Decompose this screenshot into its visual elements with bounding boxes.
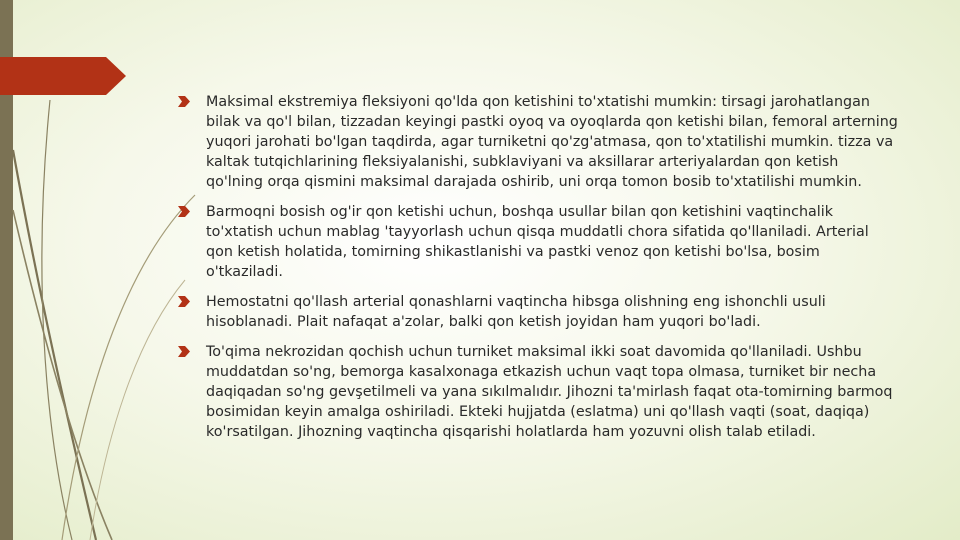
arrow-bullet-icon [178,206,190,217]
list-item [178,202,898,282]
list-item-text: To'qima nekrozidan qochish uchun turniket maksimal ikki soat davomida qo'llaniladi. Ushbu muddatdan so'ng, bemorga kasalxonaga etkazish uchun vaqt topa olmasa, turniket bir necha daqiqadan so'ng gevşetilmeli va yana sıkılmalıdır. Jihozni ta'mirlash faqat ota-tomirning barmoq bosimidan keyin amalga oshiriladi. Ekteki hujjatda (eslatma) uni qo'llash vaqti (soat, daqiqa) ko'rsatilgan. Jihozning vaqtincha qisqarishi holatlarda ham yozuvni olish talab etiladi. [206,344,893,440]
list-item [178,292,898,332]
list-item [178,342,898,442]
arrow-bullet-icon [178,96,190,107]
arrow-bullet-icon [178,296,190,307]
list-item [178,92,898,192]
list-item-text: Maksimal ekstremiya fleksiyoni qo'lda qon ketishini to'xtatishi mumkin: tirsagi jarohatlangan bilak va qo'l bilan, tizzadan keyingi pastki oyoq va oyoqlarda qon ketishi bilan, femoral arterning yuqori jarohati bo'lgan taqdirda, agar turniketni qo'zg'atmasa, qon to'xtatilishi mumkin. tizza va kaltak tutqichlarining fleksiyalanishi, subklaviyani va aksillarar arteriyalardan qon ketish qo'lning orqa qismini maksimal darajada oshirib, uni orqa tomon bosib to'xtatilishi mumkin. [206,94,898,190]
accent-tab [0,57,126,95]
list-item-text: Barmoqni bosish og'ir qon ketishi uchun, boshqa usullar bilan qon ketishini vaqtinchalik to'xtatish uchun mablag 'tayyorlash uchun qisqa muddatli chora sifatida qo'llaniladi. Arterial qon ketish holatida, tomirning shikastlanishi va pastki venoz qon ketishi bo'lsa, bosim o'tkaziladi. [206,204,869,280]
list-item-text: Hemostatni qo'llash arterial qonashlarni vaqtincha hibsga olishning eng ishonchli usuli hisoblanadi. Plait nafaqat a'zolar, balki qon ketish joyidan ham yuqori bo'ladi. [206,294,826,330]
arrow-bullet-icon [178,346,190,357]
bullet-list [178,92,898,452]
